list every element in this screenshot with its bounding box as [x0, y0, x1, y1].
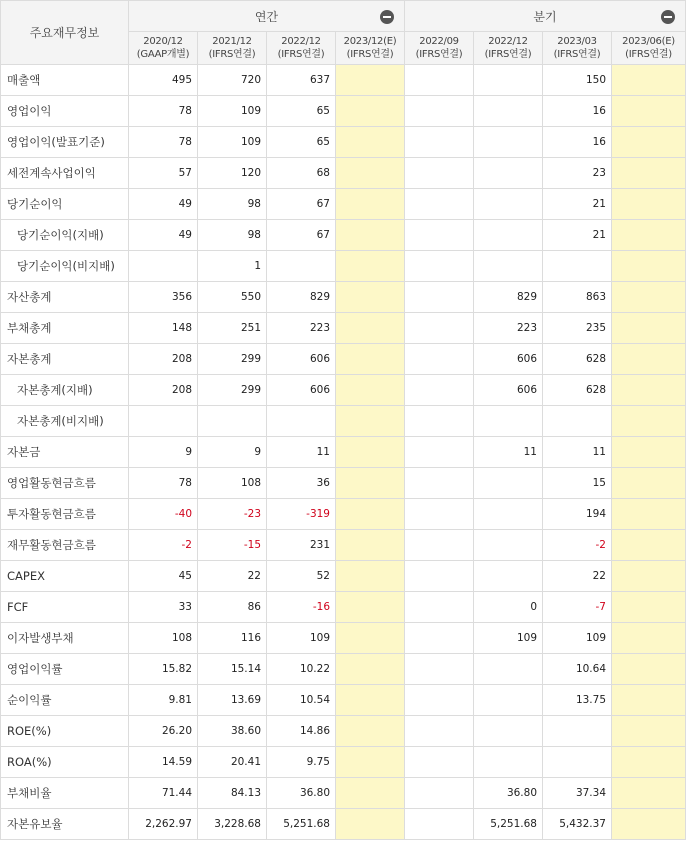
value-cell	[612, 685, 686, 716]
row-label: 자본유보율	[1, 809, 129, 840]
value-cell	[129, 406, 198, 437]
value-cell: 150	[543, 65, 612, 96]
value-cell: 108	[198, 468, 267, 499]
value-cell: 148	[129, 313, 198, 344]
value-cell	[612, 220, 686, 251]
value-cell: 9	[198, 437, 267, 468]
value-cell: 120	[198, 158, 267, 189]
value-cell: 10.64	[543, 654, 612, 685]
period-label: 2023/12(E)	[343, 36, 397, 47]
value-cell	[336, 623, 405, 654]
period-header	[336, 32, 405, 65]
value-cell: -319	[267, 499, 336, 530]
value-cell: 13.69	[198, 685, 267, 716]
row-label: FCF	[1, 592, 129, 623]
value-cell: 38.60	[198, 716, 267, 747]
value-cell: 68	[267, 158, 336, 189]
quarter-label: 분기	[533, 9, 557, 24]
value-cell	[474, 685, 543, 716]
value-cell: 71.44	[129, 778, 198, 809]
value-cell	[336, 809, 405, 840]
table-row	[1, 654, 686, 685]
value-cell: 78	[129, 96, 198, 127]
table-row	[1, 251, 686, 282]
row-label: 자산총계	[1, 282, 129, 313]
value-cell: 16	[543, 96, 612, 127]
value-cell	[543, 406, 612, 437]
value-cell: 33	[129, 592, 198, 623]
value-cell: 9.75	[267, 747, 336, 778]
value-cell: 14.59	[129, 747, 198, 778]
value-cell: 208	[129, 344, 198, 375]
period-label: 2021/12	[212, 36, 252, 47]
value-cell	[405, 809, 474, 840]
value-cell	[336, 530, 405, 561]
value-cell	[336, 127, 405, 158]
value-cell: 5,432.37	[543, 809, 612, 840]
value-cell: 26.20	[129, 716, 198, 747]
row-label: 영업이익(발표기준)	[1, 127, 129, 158]
value-cell	[405, 685, 474, 716]
value-cell	[405, 592, 474, 623]
value-cell: 116	[198, 623, 267, 654]
table-row	[1, 437, 686, 468]
value-cell	[612, 654, 686, 685]
value-cell	[612, 313, 686, 344]
value-cell	[612, 499, 686, 530]
value-cell	[474, 189, 543, 220]
table-row	[1, 96, 686, 127]
value-cell	[405, 282, 474, 313]
row-label: 자본총계(비지배)	[1, 406, 129, 437]
value-cell	[612, 592, 686, 623]
value-cell	[336, 220, 405, 251]
period-label: 2022/09	[419, 36, 459, 47]
row-label: 부채비율	[1, 778, 129, 809]
value-cell	[336, 685, 405, 716]
table-row	[1, 778, 686, 809]
value-cell: 2,262.97	[129, 809, 198, 840]
value-cell	[405, 747, 474, 778]
value-cell: 299	[198, 344, 267, 375]
period-type: (IFRS연결)	[277, 49, 325, 60]
value-cell: 606	[474, 375, 543, 406]
value-cell	[474, 654, 543, 685]
value-cell: 49	[129, 220, 198, 251]
value-cell	[474, 716, 543, 747]
period-header	[267, 32, 336, 65]
value-cell: 11	[543, 437, 612, 468]
value-cell: -2	[129, 530, 198, 561]
period-header	[543, 32, 612, 65]
value-cell: 98	[198, 220, 267, 251]
period-header	[474, 32, 543, 65]
row-label: 영업이익	[1, 96, 129, 127]
value-cell	[612, 96, 686, 127]
value-cell: -7	[543, 592, 612, 623]
value-cell: 606	[474, 344, 543, 375]
value-cell: 109	[543, 623, 612, 654]
table-row	[1, 375, 686, 406]
row-label: 당기순이익	[1, 189, 129, 220]
value-cell	[405, 468, 474, 499]
value-cell	[612, 127, 686, 158]
value-cell	[405, 65, 474, 96]
annual-group-header	[129, 1, 405, 32]
value-cell: 21	[543, 189, 612, 220]
corner-header: 주요재무정보	[1, 1, 129, 65]
value-cell	[405, 344, 474, 375]
value-cell: 52	[267, 561, 336, 592]
value-cell: 22	[198, 561, 267, 592]
value-cell	[612, 282, 686, 313]
value-cell: 36.80	[474, 778, 543, 809]
value-cell	[336, 282, 405, 313]
value-cell: 223	[267, 313, 336, 344]
period-label: 2022/12	[281, 36, 321, 47]
value-cell: 1	[198, 251, 267, 282]
value-cell	[543, 747, 612, 778]
period-label: 2023/03	[557, 36, 597, 47]
value-cell: -40	[129, 499, 198, 530]
value-cell	[612, 778, 686, 809]
period-header	[198, 32, 267, 65]
value-cell	[336, 96, 405, 127]
annual-collapse-icon[interactable]	[380, 10, 394, 24]
value-cell	[336, 158, 405, 189]
period-type: (IFRS연결)	[208, 49, 256, 60]
value-cell: 194	[543, 499, 612, 530]
row-label: CAPEX	[1, 561, 129, 592]
value-cell	[405, 716, 474, 747]
row-label: 당기순이익(비지배)	[1, 251, 129, 282]
value-cell	[612, 468, 686, 499]
value-cell: 67	[267, 189, 336, 220]
value-cell: 22	[543, 561, 612, 592]
value-cell	[474, 468, 543, 499]
value-cell	[612, 65, 686, 96]
value-cell: 45	[129, 561, 198, 592]
quarter-collapse-icon[interactable]	[661, 10, 675, 24]
table-row	[1, 468, 686, 499]
value-cell: 108	[129, 623, 198, 654]
value-cell: 829	[267, 282, 336, 313]
value-cell: 251	[198, 313, 267, 344]
value-cell: -2	[543, 530, 612, 561]
value-cell: 15.14	[198, 654, 267, 685]
value-cell	[612, 623, 686, 654]
value-cell	[405, 530, 474, 561]
value-cell	[405, 654, 474, 685]
value-cell	[336, 561, 405, 592]
value-cell	[405, 220, 474, 251]
value-cell: 10.22	[267, 654, 336, 685]
value-cell: -16	[267, 592, 336, 623]
value-cell: 98	[198, 189, 267, 220]
value-cell: 37.34	[543, 778, 612, 809]
value-cell	[129, 251, 198, 282]
value-cell: 0	[474, 592, 543, 623]
period-label: 2022/12	[488, 36, 528, 47]
row-label: ROE(%)	[1, 716, 129, 747]
row-label: 영업활동현금흐름	[1, 468, 129, 499]
value-cell	[336, 654, 405, 685]
row-label: 투자활동현금흐름	[1, 499, 129, 530]
table-row	[1, 313, 686, 344]
period-type: (IFRS연결)	[553, 49, 601, 60]
value-cell	[405, 437, 474, 468]
table-row	[1, 499, 686, 530]
value-cell	[612, 716, 686, 747]
value-cell	[336, 778, 405, 809]
row-label: 순이익률	[1, 685, 129, 716]
value-cell	[405, 406, 474, 437]
value-cell: 628	[543, 375, 612, 406]
value-cell	[612, 189, 686, 220]
value-cell: 495	[129, 65, 198, 96]
table-row	[1, 282, 686, 313]
value-cell	[336, 65, 405, 96]
value-cell	[405, 561, 474, 592]
row-label: 당기순이익(지배)	[1, 220, 129, 251]
table-row	[1, 561, 686, 592]
value-cell	[336, 344, 405, 375]
value-cell	[405, 251, 474, 282]
value-cell	[336, 716, 405, 747]
table-row	[1, 65, 686, 96]
value-cell: -15	[198, 530, 267, 561]
period-type: (IFRS연결)	[484, 49, 532, 60]
value-cell: 5,251.68	[267, 809, 336, 840]
value-cell	[543, 251, 612, 282]
value-cell: 13.75	[543, 685, 612, 716]
value-cell: 20.41	[198, 747, 267, 778]
value-cell	[474, 96, 543, 127]
value-cell: 23	[543, 158, 612, 189]
value-cell	[405, 313, 474, 344]
value-cell	[474, 499, 543, 530]
value-cell: 15	[543, 468, 612, 499]
table-row	[1, 592, 686, 623]
value-cell	[267, 406, 336, 437]
value-cell: 606	[267, 375, 336, 406]
value-cell: 36.80	[267, 778, 336, 809]
table-row	[1, 530, 686, 561]
value-cell: 9.81	[129, 685, 198, 716]
value-cell: 16	[543, 127, 612, 158]
value-cell: 628	[543, 344, 612, 375]
value-cell	[612, 561, 686, 592]
period-header	[405, 32, 474, 65]
value-cell: 67	[267, 220, 336, 251]
value-cell	[336, 468, 405, 499]
row-label: 자본총계(지배)	[1, 375, 129, 406]
value-cell	[405, 778, 474, 809]
value-cell: 235	[543, 313, 612, 344]
value-cell	[336, 189, 405, 220]
value-cell: 109	[474, 623, 543, 654]
value-cell	[474, 65, 543, 96]
value-cell: 829	[474, 282, 543, 313]
table-row	[1, 685, 686, 716]
annual-label: 연간	[254, 9, 279, 24]
table-row	[1, 220, 686, 251]
value-cell: 356	[129, 282, 198, 313]
period-header	[129, 32, 198, 65]
period-type: (IFRS연결)	[415, 49, 463, 60]
value-cell: 637	[267, 65, 336, 96]
value-cell: 86	[198, 592, 267, 623]
value-cell	[612, 747, 686, 778]
value-cell: 299	[198, 375, 267, 406]
value-cell: 109	[267, 623, 336, 654]
value-cell: 606	[267, 344, 336, 375]
value-cell: 231	[267, 530, 336, 561]
value-cell	[336, 592, 405, 623]
value-cell: 78	[129, 127, 198, 158]
value-cell	[612, 406, 686, 437]
value-cell: 11	[474, 437, 543, 468]
value-cell	[405, 623, 474, 654]
value-cell	[405, 96, 474, 127]
value-cell: 208	[129, 375, 198, 406]
value-cell	[405, 499, 474, 530]
value-cell: 36	[267, 468, 336, 499]
row-label: 세전계속사업이익	[1, 158, 129, 189]
value-cell: 65	[267, 96, 336, 127]
period-type: (IFRS연결)	[346, 49, 394, 60]
value-cell	[474, 406, 543, 437]
table-row	[1, 344, 686, 375]
value-cell	[336, 251, 405, 282]
value-cell	[336, 437, 405, 468]
value-cell	[612, 344, 686, 375]
period-label: 2020/12	[143, 36, 183, 47]
value-cell	[474, 127, 543, 158]
value-cell: 720	[198, 65, 267, 96]
table-row	[1, 406, 686, 437]
value-cell	[405, 158, 474, 189]
value-cell	[612, 437, 686, 468]
value-cell: 78	[129, 468, 198, 499]
value-cell: 14.86	[267, 716, 336, 747]
value-cell: 15.82	[129, 654, 198, 685]
value-cell	[612, 530, 686, 561]
table-row	[1, 809, 686, 840]
value-cell	[336, 375, 405, 406]
row-label: ROA(%)	[1, 747, 129, 778]
value-cell: 21	[543, 220, 612, 251]
row-label: 매출액	[1, 65, 129, 96]
value-cell	[198, 406, 267, 437]
value-cell	[336, 406, 405, 437]
value-cell	[405, 127, 474, 158]
value-cell	[474, 251, 543, 282]
value-cell: 863	[543, 282, 612, 313]
table-row	[1, 623, 686, 654]
value-cell: 109	[198, 96, 267, 127]
value-cell	[474, 158, 543, 189]
value-cell: 65	[267, 127, 336, 158]
value-cell: 109	[198, 127, 267, 158]
value-cell	[474, 220, 543, 251]
table-row	[1, 158, 686, 189]
value-cell	[612, 158, 686, 189]
value-cell	[336, 499, 405, 530]
row-label: 자본금	[1, 437, 129, 468]
table-row	[1, 189, 686, 220]
value-cell	[612, 809, 686, 840]
period-label: 2023/06(E)	[622, 36, 675, 47]
value-cell	[612, 375, 686, 406]
value-cell: 550	[198, 282, 267, 313]
value-cell: -23	[198, 499, 267, 530]
row-label: 자본총계	[1, 344, 129, 375]
value-cell	[474, 530, 543, 561]
value-cell: 49	[129, 189, 198, 220]
value-cell	[543, 716, 612, 747]
value-cell: 84.13	[198, 778, 267, 809]
table-row	[1, 747, 686, 778]
value-cell: 5,251.68	[474, 809, 543, 840]
value-cell: 9	[129, 437, 198, 468]
value-cell	[336, 313, 405, 344]
period-type: (GAAP개별)	[136, 49, 190, 60]
value-cell: 3,228.68	[198, 809, 267, 840]
period-header	[612, 32, 686, 65]
value-cell	[336, 747, 405, 778]
row-label: 재무활동현금흐름	[1, 530, 129, 561]
value-cell	[405, 375, 474, 406]
value-cell	[267, 251, 336, 282]
value-cell: 11	[267, 437, 336, 468]
value-cell: 57	[129, 158, 198, 189]
value-cell: 10.54	[267, 685, 336, 716]
row-label: 부채총계	[1, 313, 129, 344]
table-row	[1, 127, 686, 158]
value-cell	[612, 251, 686, 282]
table-row	[1, 716, 686, 747]
period-type: (IFRS연결)	[625, 49, 672, 60]
value-cell	[405, 189, 474, 220]
value-cell	[474, 561, 543, 592]
value-cell	[474, 747, 543, 778]
row-label: 이자발생부채	[1, 623, 129, 654]
quarter-group-header	[405, 1, 686, 32]
value-cell: 223	[474, 313, 543, 344]
row-label: 영업이익률	[1, 654, 129, 685]
